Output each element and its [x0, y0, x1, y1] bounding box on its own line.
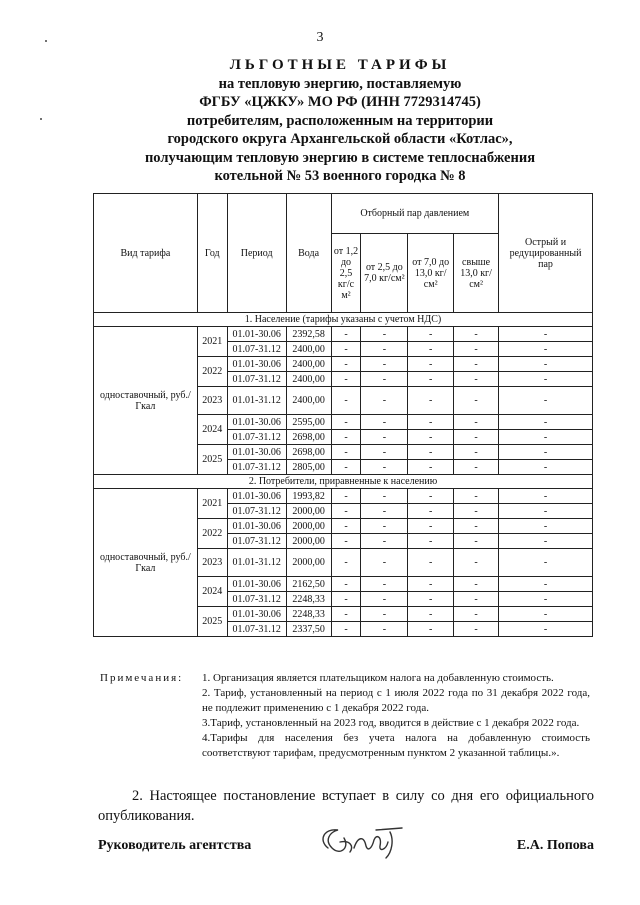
steam-value-cell: - — [499, 415, 593, 430]
period-cell: 01.01-30.06 — [227, 607, 286, 622]
steam-value-cell: - — [499, 342, 593, 357]
steam-value-cell: - — [361, 549, 408, 577]
steam-value-cell: - — [331, 445, 361, 460]
steam-value-cell: - — [408, 387, 454, 415]
year-cell: 2025 — [197, 607, 227, 637]
steam-value-cell: - — [361, 489, 408, 504]
steam-value-cell: - — [499, 607, 593, 622]
header-steam-1: от 1,2 до 2,5 кг/с м² — [331, 234, 361, 313]
period-cell: 01.07-31.12 — [227, 372, 286, 387]
section-header-row — [94, 313, 593, 327]
steam-value-cell: - — [454, 489, 499, 504]
water-value-cell: 2337,50 — [286, 622, 331, 637]
section-1-body — [94, 313, 593, 475]
steam-value-cell: - — [454, 372, 499, 387]
steam-value-cell: - — [454, 577, 499, 592]
table-row — [94, 327, 593, 342]
year-cell: 2021 — [197, 327, 227, 357]
steam-value-cell: - — [408, 504, 454, 519]
water-value-cell: 2392,58 — [286, 327, 331, 342]
title-main: ЛЬГОТНЫЕ ТАРИФЫ — [229, 57, 451, 73]
steam-value-cell: - — [499, 387, 593, 415]
steam-value-cell: - — [361, 387, 408, 415]
section-title: 1. Население (тарифы указаны с учетом НДС) — [94, 313, 593, 327]
year-cell: 2025 — [197, 445, 227, 475]
steam-value-cell: - — [454, 430, 499, 445]
tariff-type-cell: одноставочный, руб./Гкал — [94, 489, 198, 637]
steam-value-cell: - — [361, 607, 408, 622]
period-cell: 01.07-31.12 — [227, 460, 286, 475]
steam-value-cell: - — [454, 415, 499, 430]
steam-value-cell: - — [408, 372, 454, 387]
water-value-cell: 2698,00 — [286, 445, 331, 460]
steam-value-cell: - — [331, 592, 361, 607]
water-value-cell: 2000,00 — [286, 504, 331, 519]
header-steam-4: свыше 13,0 кг/см² — [454, 234, 499, 313]
signer-position: Руководитель агентства — [98, 838, 252, 853]
water-value-cell: 2698,00 — [286, 430, 331, 445]
header-period: Период — [227, 194, 286, 313]
steam-value-cell: - — [361, 372, 408, 387]
note-item: 1. Организация является плательщиком налога на добавленную стоимость. — [202, 672, 554, 684]
notes-label: Примечания: — [100, 672, 184, 684]
steam-value-cell: - — [361, 534, 408, 549]
steam-value-cell: - — [361, 577, 408, 592]
steam-value-cell: - — [454, 327, 499, 342]
steam-value-cell: - — [361, 460, 408, 475]
header-steam-3: от 7,0 до 13,0 кг/см² — [408, 234, 454, 313]
steam-value-cell: - — [361, 592, 408, 607]
period-cell: 01.01-30.06 — [227, 445, 286, 460]
steam-value-cell: - — [361, 357, 408, 372]
period-cell: 01.01-30.06 — [227, 357, 286, 372]
steam-value-cell: - — [331, 430, 361, 445]
steam-value-cell: - — [408, 357, 454, 372]
period-cell: 01.07-31.12 — [227, 342, 286, 357]
water-value-cell: 2000,00 — [286, 519, 331, 534]
period-cell: 01.01-31.12 — [227, 549, 286, 577]
steam-value-cell: - — [408, 460, 454, 475]
header-steam-2: от 2,5 до 7,0 кг/см² — [361, 234, 408, 313]
header-water: Вода — [286, 194, 331, 313]
steam-value-cell: - — [331, 357, 361, 372]
header-tariff-type: Вид тарифа — [94, 194, 198, 313]
steam-value-cell: - — [331, 549, 361, 577]
steam-value-cell: - — [361, 342, 408, 357]
water-value-cell: 2400,00 — [286, 372, 331, 387]
year-cell: 2024 — [197, 577, 227, 607]
water-value-cell: 2162,50 — [286, 577, 331, 592]
steam-value-cell: - — [408, 327, 454, 342]
title-line: котельной № 53 военного городка № 8 — [214, 168, 466, 184]
water-value-cell: 2248,33 — [286, 592, 331, 607]
steam-value-cell: - — [454, 607, 499, 622]
steam-value-cell: - — [499, 534, 593, 549]
steam-value-cell: - — [408, 549, 454, 577]
note-item: 2. Тариф, установленный на период с 1 июля 2022 года по 31 декабря 2022 года, не подлежит применению с 1 декабря 2022 года. — [202, 687, 590, 714]
steam-value-cell: - — [408, 577, 454, 592]
steam-value-cell: - — [499, 622, 593, 637]
steam-value-cell: - — [408, 430, 454, 445]
steam-value-cell: - — [331, 504, 361, 519]
steam-value-cell: - — [331, 607, 361, 622]
steam-value-cell: - — [454, 445, 499, 460]
water-value-cell: 2400,00 — [286, 357, 331, 372]
water-value-cell: 2400,00 — [286, 342, 331, 357]
water-value-cell: 2248,33 — [286, 607, 331, 622]
steam-value-cell: - — [499, 577, 593, 592]
period-cell: 01.01-30.06 — [227, 577, 286, 592]
steam-value-cell: - — [408, 534, 454, 549]
header-year: Год — [197, 194, 227, 313]
title-line: ФГБУ «ЦЖКУ» МО РФ (ИНН 7729314745) — [199, 94, 481, 110]
steam-value-cell: - — [331, 622, 361, 637]
steam-value-cell: - — [499, 372, 593, 387]
steam-value-cell: - — [361, 622, 408, 637]
tariff-table — [93, 193, 593, 637]
steam-value-cell: - — [408, 415, 454, 430]
period-cell: 01.01-30.06 — [227, 519, 286, 534]
year-cell: 2022 — [197, 357, 227, 387]
steam-value-cell: - — [331, 387, 361, 415]
steam-value-cell: - — [361, 519, 408, 534]
steam-value-cell: - — [331, 342, 361, 357]
year-cell: 2023 — [197, 387, 227, 415]
period-cell: 01.07-31.12 — [227, 504, 286, 519]
steam-value-cell: - — [361, 445, 408, 460]
steam-value-cell: - — [499, 504, 593, 519]
steam-value-cell: - — [499, 445, 593, 460]
period-cell: 01.01-30.06 — [227, 489, 286, 504]
page-number: 3 — [316, 30, 324, 45]
water-value-cell: 2595,00 — [286, 415, 331, 430]
header-sharp-steam: Острый и редуцированный пар — [499, 194, 593, 313]
steam-value-cell: - — [331, 519, 361, 534]
year-cell: 2021 — [197, 489, 227, 519]
steam-value-cell: - — [331, 577, 361, 592]
handwritten-signature — [310, 818, 410, 868]
year-cell: 2024 — [197, 415, 227, 445]
steam-value-cell: - — [454, 549, 499, 577]
steam-value-cell: - — [499, 549, 593, 577]
steam-value-cell: - — [499, 327, 593, 342]
section-title: 2. Потребители, приравненные к населению — [94, 475, 593, 489]
steam-value-cell: - — [331, 534, 361, 549]
steam-value-cell: - — [499, 519, 593, 534]
decree-paragraph: 2. Настоящее постановление вступает в силу со дня его официального опубликования. — [98, 788, 594, 824]
steam-value-cell: - — [454, 519, 499, 534]
period-cell: 01.07-31.12 — [227, 622, 286, 637]
steam-value-cell: - — [499, 592, 593, 607]
notes-block — [100, 671, 590, 761]
steam-value-cell: - — [454, 342, 499, 357]
period-cell: 01.07-31.12 — [227, 534, 286, 549]
steam-value-cell: - — [331, 327, 361, 342]
steam-value-cell: - — [361, 504, 408, 519]
water-value-cell: 2000,00 — [286, 549, 331, 577]
title-line: городского округа Архангельской области «Котлас», — [167, 131, 513, 147]
steam-value-cell: - — [408, 622, 454, 637]
steam-value-cell: - — [361, 430, 408, 445]
steam-value-cell: - — [499, 357, 593, 372]
steam-value-cell: - — [499, 489, 593, 504]
water-value-cell: 2000,00 — [286, 534, 331, 549]
title-line: потребителям, расположенным на территории — [186, 112, 494, 129]
steam-value-cell: - — [454, 387, 499, 415]
period-cell: 01.01-30.06 — [227, 415, 286, 430]
steam-value-cell: - — [331, 489, 361, 504]
steam-value-cell: - — [331, 415, 361, 430]
steam-value-cell: - — [499, 430, 593, 445]
steam-value-cell: - — [499, 460, 593, 475]
steam-value-cell: - — [454, 504, 499, 519]
steam-value-cell: - — [408, 592, 454, 607]
tariff-type-cell: одноставочный, руб./Гкал — [94, 327, 198, 475]
section-header-row — [94, 475, 593, 489]
note-item: 3.Тариф, установленный на 2023 год, вводится в действие с 1 декабря 2022 года. — [202, 717, 580, 729]
signer-name: Е.А. Попова — [516, 838, 594, 853]
steam-value-cell: - — [361, 327, 408, 342]
period-cell: 01.01-30.06 — [227, 327, 286, 342]
section-2-body — [94, 475, 593, 637]
steam-value-cell: - — [408, 519, 454, 534]
steam-value-cell: - — [454, 357, 499, 372]
steam-value-cell: - — [454, 534, 499, 549]
steam-value-cell: - — [331, 372, 361, 387]
steam-value-cell: - — [408, 489, 454, 504]
water-value-cell: 2805,00 — [286, 460, 331, 475]
steam-value-cell: - — [408, 607, 454, 622]
steam-value-cell: - — [361, 415, 408, 430]
title-line: на тепловую энергию, поставляемую — [218, 75, 462, 92]
water-value-cell: 2400,00 — [286, 387, 331, 415]
steam-value-cell: - — [331, 460, 361, 475]
document-title — [0, 56, 640, 186]
steam-value-cell: - — [408, 445, 454, 460]
period-cell: 01.07-31.12 — [227, 430, 286, 445]
table-row — [94, 489, 593, 504]
note-item: 4.Тарифы для населения без учета налога на добавленную стоимость соответствуют тарифам, предусмотренным пунктом 2 указанной таблицы.». — [202, 732, 590, 759]
period-cell: 01.01-31.12 — [227, 387, 286, 415]
steam-value-cell: - — [454, 460, 499, 475]
water-value-cell: 1993,82 — [286, 489, 331, 504]
steam-value-cell: - — [454, 622, 499, 637]
title-line: получающим тепловую энергию в системе теплоснабжения — [144, 149, 536, 166]
header-steam-group: Отборный пар давлением — [331, 194, 498, 234]
steam-value-cell: - — [408, 342, 454, 357]
period-cell: 01.07-31.12 — [227, 592, 286, 607]
year-cell: 2023 — [197, 549, 227, 577]
steam-value-cell: - — [454, 592, 499, 607]
year-cell: 2022 — [197, 519, 227, 549]
